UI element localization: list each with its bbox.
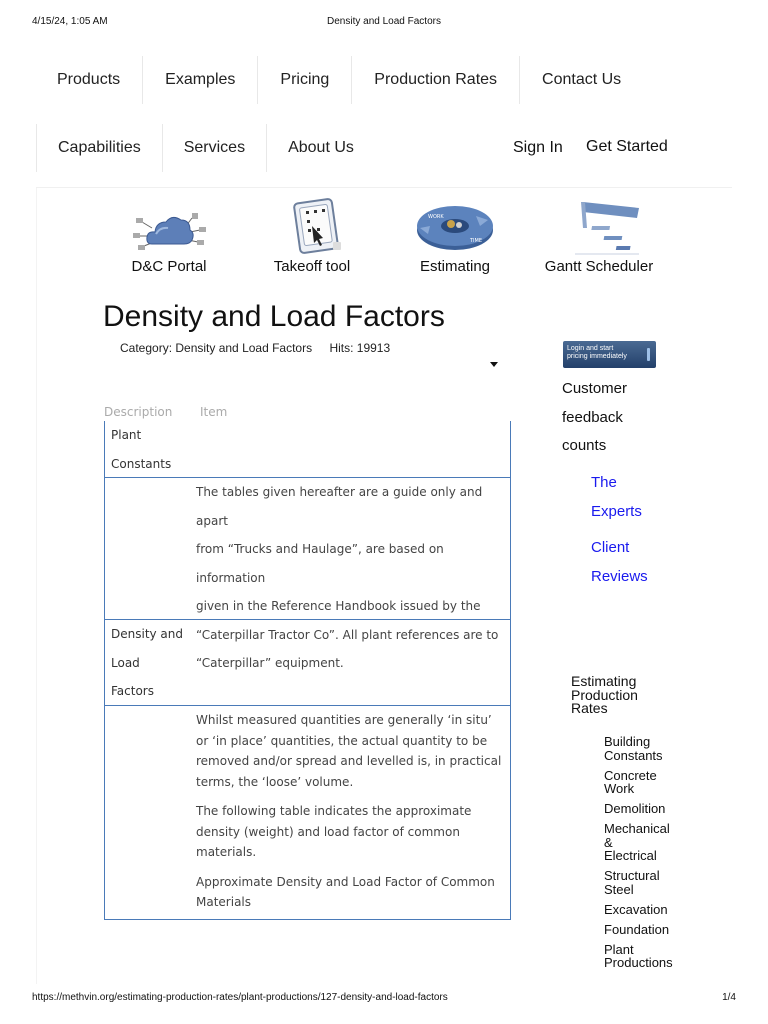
menu-item-building-constants[interactable]: Building Constants (604, 734, 663, 763)
tool-gantt[interactable] (543, 196, 655, 275)
the-experts-link[interactable]: The Experts (591, 474, 642, 520)
production-rates-menu (604, 735, 673, 976)
estimating-production-rates-heading: Estimating Production Rates (571, 673, 638, 716)
gantt-bars-icon (543, 196, 655, 256)
column-header-description: Description (104, 405, 173, 419)
menu-item-mechanical-electrical[interactable]: Mechanical & Electrical (604, 821, 670, 863)
column-header-item: Item (200, 405, 228, 419)
nav-products[interactable]: Products (57, 71, 121, 88)
nav-examples[interactable]: Examples (142, 56, 257, 104)
print-page-title: Density and Load Factors (327, 16, 441, 27)
nav-production-rates[interactable]: Production Rates (351, 56, 519, 104)
chevron-right-icon (647, 348, 650, 361)
print-url: https://methvin.org/estimating-production-rates/plant-productions/127-density-and-load-factors (32, 992, 448, 1003)
menu-item-plant-productions[interactable]: Plant Productions (604, 941, 673, 970)
main-nav-row-1 (36, 56, 643, 104)
svg-text:TIME: TIME (470, 238, 483, 244)
tool-label: D&C Portal (131, 258, 207, 275)
article-meta (120, 341, 404, 355)
print-header (32, 16, 736, 30)
article-hits: Hits: 19913 (329, 341, 391, 355)
main-nav-row-2 (36, 124, 375, 172)
nav-about-us[interactable]: About Us (266, 124, 375, 172)
menu-item-demolition[interactable]: Demolition (604, 801, 666, 816)
nav-pricing[interactable]: Pricing (257, 56, 351, 104)
cloud-network-icon (128, 196, 210, 256)
menu-item-foundation[interactable]: Foundation (604, 921, 670, 937)
menu-item-structural-steel[interactable]: Structural Steel (604, 868, 660, 897)
caret-down-icon[interactable] (490, 362, 498, 367)
print-page-number: 1/4 (722, 992, 736, 1003)
estimating-cycle-icon (414, 196, 496, 256)
tool-label: Gantt Scheduler (544, 258, 654, 275)
density-table (104, 421, 511, 920)
description-cell: Density and Load Factors (111, 627, 184, 698)
article-category[interactable]: Category: Density and Load Factors (120, 341, 313, 355)
menu-item-excavation[interactable]: Excavation (604, 901, 668, 917)
content-left-border (36, 188, 37, 984)
tool-label: Estimating (419, 258, 491, 275)
get-started-link[interactable]: Get Started (586, 138, 668, 155)
client-reviews-link[interactable]: Client Reviews (591, 539, 648, 585)
nav-capabilities[interactable]: Capabilities (36, 124, 162, 172)
article-title: Density and Load Factors (103, 300, 445, 333)
print-timestamp: 4/15/24, 1:05 AM (32, 16, 108, 27)
nav-contact-us[interactable]: Contact Us (519, 56, 643, 104)
nav-services[interactable]: Services (162, 124, 266, 172)
table-row (104, 620, 511, 706)
description-cell: Plant Constants (111, 428, 172, 471)
menu-item-concrete-work[interactable]: Concrete Work (604, 767, 657, 796)
item-cell: Whilst measured quantities are generally ‘in situ’ or ‘in place’ quantities, the actual quantity to be removed and/or spread and levelled is, in practical terms, the ‘loose’ volume. The following table indicates the approximate density (weight) and load factor of common materials. Approximate Density and Load Factor of Common Materials (196, 713, 502, 909)
svg-text:WORK: WORK (428, 214, 444, 220)
customer-feedback-heading: Customer feedback counts (562, 380, 628, 454)
table-row (104, 706, 511, 920)
tool-dc-portal[interactable] (128, 196, 210, 275)
tool-label: Takeoff tool (273, 258, 351, 275)
header-divider (36, 187, 732, 188)
tool-takeoff[interactable] (268, 196, 356, 275)
table-row (104, 421, 511, 478)
login-pricing-button[interactable]: Login and start pricing immediately (563, 341, 656, 368)
tool-estimating[interactable] (414, 196, 496, 275)
sign-in-link[interactable]: Sign In (513, 139, 563, 156)
item-cell: The tables given hereafter are a guide only and apart from “Trucks and Haulage”, are based on information given in the Reference Handbook issued by the “Caterpillar Tractor Co”. All plant references are to “Caterpillar” equipment. (196, 485, 499, 670)
print-footer (32, 992, 736, 1006)
digitizer-tablet-icon (268, 196, 356, 256)
